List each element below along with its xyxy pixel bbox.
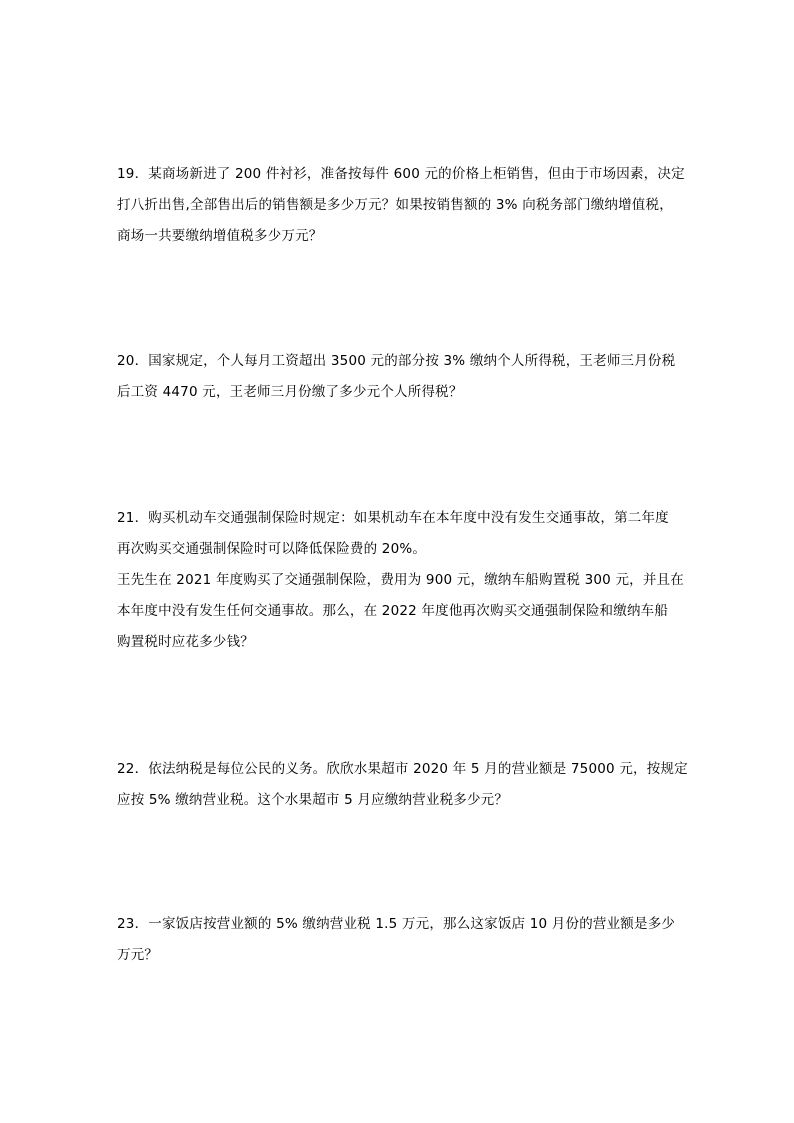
problem-19-line-3: 商场一共要缴纳增值税多少万元？ [117, 228, 323, 244]
problem-21-line-1: 21．购买机动车交通强制保险时规定：如果机动车在本年度中没有发生交通事故，第二年度 [117, 510, 669, 526]
problem-22 [117, 754, 688, 816]
problem-21-line-2: 再次购买交通强制保险时可以降低保险费的 20%。 [117, 541, 427, 557]
problem-20 [117, 346, 679, 408]
problem-22-line-2: 应按 5% 缴纳营业税。这个水果超市 5 月应缴纳营业税多少元？ [117, 792, 509, 808]
problem-19-line-2: 打八折出售,全部售出后的销售额是多少万元？如果按销售额的 3% 向税务部门缴纳增值税， [117, 197, 673, 213]
problem-23 [117, 909, 679, 971]
problem-23-line-1: 23．一家饭店按营业额的 5% 缴纳营业税 1.5 万元，那么这家饭店 10 月份的营业额是多少 [117, 916, 676, 932]
problem-19-line-1: 19．某商场新进了 200 件衬衫，准备按每件 600 元的价格上柜销售，但由于市场因素，决定 [117, 166, 685, 182]
problem-22-line-1: 22．依法纳税是每位公民的义务。欣欣水果超市 2020 年 5 月的营业额是 75000 元，按规定 [117, 761, 688, 777]
problem-20-line-1: 20．国家规定，个人每月工资超出 3500 元的部分按 3% 缴纳个人所得税，王老师三月份税 [117, 353, 676, 369]
problem-21-line-3: 王先生在 2021 年度购买了交通强制保险，费用为 900 元，缴纳车船购置税 300 元，并且在 [117, 572, 684, 588]
problem-20-line-2: 后工资 4470 元，王老师三月份缴了多少元个人所得税？ [117, 384, 463, 400]
problem-19 [117, 159, 685, 252]
problem-21 [117, 503, 684, 658]
problem-21-line-4: 本年度中没有发生任何交通事故。那么，在 2022 年度他再次购买交通强制保险和缴纳车船 [117, 603, 669, 619]
problem-23-line-2: 万元？ [117, 947, 159, 963]
problem-21-line-5: 购置税时应花多少钱？ [117, 634, 254, 650]
